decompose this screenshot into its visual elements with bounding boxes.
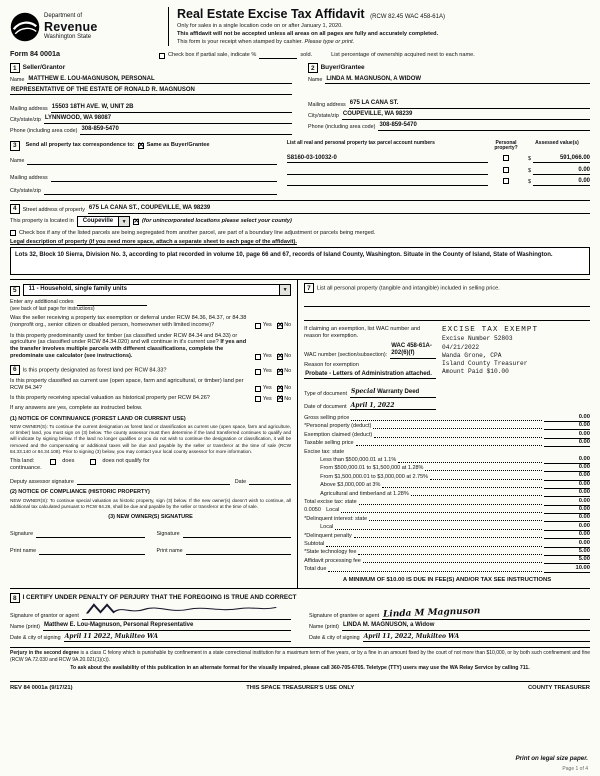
yes-label: Yes xyxy=(262,368,272,375)
location-select-value: Coupeville xyxy=(82,218,114,225)
additional-codes-note: (see back of last page for instructions) xyxy=(10,305,95,312)
buyer-city-input[interactable]: COUPEVILLE, WA 98239 xyxy=(342,111,590,120)
personal-property-cell xyxy=(488,178,524,186)
s5q2-text: Is this property predominantly used for timber (as classified under RCW 84.34 and 84.33) or agriculture (as classified under RCW 84.34.020) and will continue in it's current use? xyxy=(10,332,238,346)
tax-row xyxy=(304,531,590,539)
assessed-value-input[interactable]: 0.00 xyxy=(533,178,590,186)
tax-row-label: Agricultural and timberland at 1.28% xyxy=(320,490,409,497)
chevron-down-icon: ▼ xyxy=(118,217,129,226)
tax-row-label: From $1,500,000.01 to $3,000,000 at 2.75% xyxy=(320,473,429,480)
street-address-label: Street address of property xyxy=(22,206,85,213)
tax-row-label: 0.0050 Local xyxy=(304,507,340,514)
land-does-not-checkbox[interactable] xyxy=(90,459,96,465)
buyer-mailing-input[interactable]: 675 LA CANA ST. xyxy=(349,100,590,109)
s5q1-no-checkbox[interactable] xyxy=(277,323,283,329)
seller-city-label: City/state/zip xyxy=(10,116,41,123)
leader-dots xyxy=(341,512,542,513)
type-of-document-input[interactable] xyxy=(350,388,436,398)
tax-row-value[interactable]: 0.00 xyxy=(544,540,590,548)
personal-property-line-1[interactable] xyxy=(304,299,590,307)
seller-phone-label: Phone (including area code) xyxy=(10,127,78,134)
date-of-document-label: Date of document xyxy=(304,403,347,410)
buyer-phone-label: Phone (including area code) xyxy=(308,123,376,130)
leader-dots xyxy=(354,537,542,538)
tax-row-value[interactable]: 5.00 xyxy=(544,556,590,564)
tax-row-value[interactable]: 10.00 xyxy=(544,565,590,573)
dollar-sign: $ xyxy=(528,167,532,174)
stamp-exempt-line: EXCISE TAX EXEMPT xyxy=(442,326,539,335)
header xyxy=(10,7,590,46)
tax-row-value[interactable]: 0.00 xyxy=(544,531,590,539)
seller-city-input[interactable]: LYNNWOOD, WA 98087 xyxy=(44,115,292,124)
tax-row-value[interactable]: 0.00 xyxy=(544,498,590,506)
grantee-signature-input[interactable] xyxy=(382,606,590,620)
wac-number-label: WAC number (section/subsection): xyxy=(304,352,388,358)
no-label: No xyxy=(284,368,292,375)
tax-row xyxy=(304,455,590,463)
form-title: Real Estate Excise Tax Affidavit xyxy=(177,7,365,21)
partial-sale-label: Check box if partial sale, indicate % xyxy=(168,52,257,59)
tax-row-label: *Personal property (deduct) xyxy=(304,423,372,430)
notice-continuance-body: NEW OWNER(S): To continue the current designation as forest land or classification as current use (open space, farm and agriculture, or timber) land, you must sign on (3) below. The county assessor must then determine if the land transferred continues to qualify and will indicate by signing below. If the land no longer qualifies or you do not wish to continue the designation or classification, it will be removed and the compensating or additional taxes will be due and payable by the seller or transferor at the time of sale (RCW 84.33.140 or 84.34.108). Prior to signing (3) below, you may contact your local county assessor for more information. xyxy=(10,424,292,454)
leader-dots xyxy=(398,462,542,463)
leader-dots xyxy=(369,520,542,521)
section-4-number: 4 xyxy=(10,204,20,214)
no-label: No xyxy=(284,322,292,329)
section-1-number: 1 xyxy=(10,63,20,73)
deputy-date-input[interactable] xyxy=(249,478,291,486)
seller-mailing-input[interactable]: 15503 18TH AVE. W, UNIT 2B xyxy=(51,104,292,113)
located-in-label: This property is located in xyxy=(10,218,74,225)
tax-row-label: Taxable selling price xyxy=(304,440,354,447)
does-not-label: does not qualify for xyxy=(102,458,150,465)
type-of-document-label: Type of document xyxy=(304,391,347,398)
seller-name-label: Name xyxy=(10,77,25,84)
stamp-date: 04/21/2022 xyxy=(442,343,480,351)
legal-description-label: Legal description of property (if you need more space, attach a separate sheet to each page of the affidavit). xyxy=(10,239,297,246)
additional-codes-label: Enter any additional codes xyxy=(10,299,74,306)
tax-row xyxy=(304,514,590,522)
tax-row-label: Gross selling price xyxy=(304,415,350,422)
parcel-table-header xyxy=(287,141,590,152)
leader-dots xyxy=(328,571,542,572)
send-correspondence-label: Send all property tax correspondence to: xyxy=(25,142,135,149)
exemption-block xyxy=(304,323,440,410)
dept-line2: Revenue xyxy=(44,19,98,34)
owner-print-name-label: Print name xyxy=(156,548,183,555)
chevron-down-icon: ▼ xyxy=(279,285,290,294)
s5q1-text: Was the seller receiving a property tax exemption or deferral under RCW 84.36, 84.37, or 84.38 (nonprofit org., senior citizen or disabled person, homeowner with limited income)? xyxy=(10,315,247,329)
seller-grantor-block xyxy=(10,63,292,135)
corr-city-label: City/state/zip xyxy=(10,188,41,195)
title-block xyxy=(168,7,590,46)
section-7-number: 7 xyxy=(304,283,314,293)
segregated-label: Check box if any of the listed parcels are being segregated from another parcel, are part of a boundary line adjustment or parcels being merged. xyxy=(19,229,376,236)
legal-description-box[interactable]: Lots 32, Block 10 Sierra, Division No. 3, according to plat recorded in volume 10, page 66 and 67, records of Island County, Washington. Situate in the County of Island, State of Washington. xyxy=(10,247,590,275)
treasurer-stamp xyxy=(440,323,590,410)
type-of-document-handwritten: Special xyxy=(350,388,376,396)
grantee-signature-script: Linda M Magnuson xyxy=(382,606,481,620)
partial-sale-checkbox[interactable] xyxy=(159,53,165,59)
corr-name-input[interactable] xyxy=(27,158,276,166)
tax-row xyxy=(304,556,590,564)
footer-row xyxy=(10,681,590,692)
alternate-format-note: To ask about the availability of this publication in an alternate format for the visually impaired, please call 360-705-6705. Teletype (TTY) users may use the WA Relay Service by calling 711. xyxy=(70,665,530,672)
grantor-signature-label: Signature of grantor or agent xyxy=(10,612,79,619)
tax-row-label: Total due xyxy=(304,566,327,573)
tax-row xyxy=(304,522,590,530)
reason-exemption-label: Reason for exemption xyxy=(304,361,359,368)
tax-row-value[interactable]: 0.00 xyxy=(544,456,590,464)
dollar-sign: $ xyxy=(528,156,532,163)
parcel-row xyxy=(287,178,590,186)
ownership-note: List percentage of ownership acquired next to each name. xyxy=(331,52,475,59)
partial-sale-percent-input[interactable] xyxy=(259,53,297,59)
no-label: No xyxy=(284,385,292,392)
location-select[interactable] xyxy=(77,216,130,227)
yes-label: Yes xyxy=(262,353,272,360)
wac-number-input[interactable]: WAC 458-61A-202(6)(f) xyxy=(390,343,436,359)
no-label: No xyxy=(284,353,292,360)
grantee-name-print-label: Name (print) xyxy=(309,623,339,630)
buyer-phone-input[interactable]: 308-859-5470 xyxy=(378,122,590,131)
tax-row-value[interactable]: 0.00 xyxy=(544,414,590,422)
seller-name-input-line2[interactable]: REPRESENTATIVE OF THE ESTATE OF RONALD R. MAGNUSON xyxy=(10,87,292,96)
grantee-date-city-label: Date & city of signing xyxy=(309,634,360,641)
owner-print-name-input-2[interactable] xyxy=(186,548,291,556)
parcel-table xyxy=(287,141,590,196)
assessed-value-cell xyxy=(524,155,590,163)
personal-property-cell xyxy=(488,155,524,163)
seller-phone-input[interactable]: 308-859-5470 xyxy=(80,126,292,135)
seller-grantor-heading: Seller/Grantor xyxy=(22,64,66,72)
grantor-signature-scribble xyxy=(83,602,280,615)
tax-row-label: Excise tax: state xyxy=(304,448,345,455)
s5q2-no-checkbox[interactable] xyxy=(277,354,283,360)
grantor-signature-input[interactable] xyxy=(82,602,291,620)
personal-property-checkbox[interactable] xyxy=(503,178,509,184)
s6q1-yes-checkbox[interactable] xyxy=(255,369,261,375)
parcel-row xyxy=(287,155,590,163)
notice-continuance-title: (1) NOTICE OF CONTINUANCE (FOREST LAND OR CURRENT USE) xyxy=(10,415,186,422)
minimum-due-note: A MINIMUM OF $10.00 IS DUE IN FEE(S) AND/OR TAX SEE INSTRUCTIONS xyxy=(342,576,552,583)
tax-row-label: Above $3,000,000 at 3% xyxy=(320,482,381,489)
leader-dots xyxy=(335,529,542,530)
tax-row xyxy=(304,564,590,572)
grantee-name-print-input[interactable]: LINDA M. MAGNUSON, a Widow xyxy=(342,622,590,631)
leader-dots xyxy=(374,437,542,438)
new-owners-signature-title: (3) NEW OWNER(S) SIGNATURE xyxy=(108,514,193,521)
assessed-value-col-header: Assessed value(s) xyxy=(535,139,579,146)
dor-logo-block xyxy=(10,7,168,46)
assessed-value-cell xyxy=(524,178,590,186)
certification-section xyxy=(10,593,590,642)
owner-signature-label: Signature xyxy=(156,531,180,538)
deputy-assessor-label: Deputy assessor signature xyxy=(10,478,74,485)
tax-row-label: Affidavit processing fee xyxy=(304,557,361,564)
tax-row xyxy=(304,489,590,497)
tax-row xyxy=(304,422,590,430)
correspondence-block xyxy=(10,141,277,196)
tax-row-value[interactable]: 0.00 xyxy=(544,514,590,522)
parcel-number-input[interactable] xyxy=(287,179,488,186)
tax-correspondence-section xyxy=(10,141,590,196)
deputy-date-label: Date xyxy=(234,478,247,485)
segregated-checkbox[interactable] xyxy=(10,230,16,236)
buyer-city-label: City/state/zip xyxy=(308,112,339,119)
personal-property-col-header: Personal property? xyxy=(494,139,518,152)
tax-table xyxy=(304,413,590,572)
leader-dots xyxy=(351,420,542,421)
dept-line3: Washington State xyxy=(44,33,92,40)
seller-name-input[interactable]: MATTHEW E. LOU-MAGNUSON, PERSONAL xyxy=(27,76,292,85)
leader-dots xyxy=(363,562,542,563)
unincorporated-note: (for unincorporated locations please select your county) xyxy=(142,218,292,225)
deputy-assessor-signature-input[interactable] xyxy=(77,478,230,486)
grantor-name-print-input[interactable]: Matthew E. Lou-Magnuson, Personal Representative xyxy=(43,622,291,631)
tax-row-label: Local xyxy=(320,524,334,531)
seller-mailing-label: Mailing address xyxy=(10,105,48,112)
rev-number: REV 84 0001a (9/17/21) xyxy=(10,684,73,691)
tax-row xyxy=(304,447,590,455)
tax-row-label: Exemption claimed (deduct) xyxy=(304,431,373,438)
assessed-value-cell xyxy=(524,167,590,175)
grantee-date-city-input[interactable]: April 11, 2022, Mukilteo WA xyxy=(363,633,590,642)
leader-dots xyxy=(425,470,542,471)
header-note-3: This form is your receipt when stamped by cashier. Please type or print. xyxy=(177,39,355,46)
land-qualify-row xyxy=(10,458,291,465)
perjury-notice: Perjury in the second degree is a class C felony which is punishable by confinement in a state correctional institution for a maximum term of five years, or by a fine in an amount fixed by the court of not more than $10,000, or by both such confinement and fine (RCW 9A.72.030 and RCW 9A.20.021(1)(c)). xyxy=(10,647,590,664)
leader-dots xyxy=(358,554,542,555)
stamp-treasurer-title: Island County Treasurer xyxy=(442,360,528,368)
leader-dots xyxy=(359,504,542,505)
buyer-name-input[interactable]: LINDA M. MAGNUSON, A WIDOW xyxy=(325,76,590,85)
owner-signature-input-1[interactable] xyxy=(36,531,144,539)
tax-row-label: Total excise tax: state xyxy=(304,499,357,505)
page-number: Page 1 of 4 xyxy=(562,765,588,772)
tax-row-label: *Delinquent interest: state xyxy=(304,515,368,522)
grantee-signature-block xyxy=(309,603,590,642)
leader-dots xyxy=(430,479,542,480)
owner-print-name-label: Print name xyxy=(10,548,37,555)
grantee-signature-label: Signature of grantee or agent xyxy=(309,612,380,619)
this-land-label: This land: xyxy=(10,458,35,465)
exemption-note: If claiming an exemption, list WAC number and reason for exemption. xyxy=(304,326,421,340)
s5-question-1 xyxy=(10,315,291,329)
yes-label: Yes xyxy=(262,322,272,329)
s5q2-text-bold: If yes and the transfer involves multiple parcels with different classifications, complete the predominate use calculator (see instructions). xyxy=(10,339,247,359)
s6q3-text: Is this property receiving special valuation as historical property per RCW 84.26? xyxy=(10,395,210,402)
tax-row xyxy=(304,413,590,421)
tax-row xyxy=(304,481,590,489)
grantor-date-city-label: Date & city of signing xyxy=(10,634,61,641)
s6-question-1 xyxy=(10,365,291,375)
form-title-rcw: (RCW 82.45 WAC 458-61A) xyxy=(370,14,445,20)
leader-dots xyxy=(373,428,542,429)
right-column xyxy=(297,280,590,588)
unincorporated-checkbox[interactable] xyxy=(133,219,139,225)
corr-mailing-input[interactable] xyxy=(51,174,277,182)
tax-row-label: From $500,000.01 to $1,500,000 at 1.28% xyxy=(320,465,424,472)
grantor-grantee-section xyxy=(10,63,590,135)
header-note-2: This affidavit will not be accepted unless all areas on all pages are fully and accurately completed. xyxy=(177,31,439,38)
tax-row-value[interactable]: 0.00 xyxy=(544,481,590,489)
type-of-document-value: Warranty Deed xyxy=(377,389,420,396)
owner-print-name-input-1[interactable] xyxy=(39,548,144,556)
no-label: No xyxy=(284,395,292,402)
yes-label: Yes xyxy=(262,385,272,392)
parcel-number-input[interactable] xyxy=(287,168,488,175)
continuance-label: continuance. xyxy=(10,465,42,472)
tax-row xyxy=(304,548,590,556)
date-of-document-input[interactable]: April 1, 2022 xyxy=(350,402,436,411)
owner-signature-label: Signature xyxy=(10,531,34,538)
tax-row-label: *State technology fee xyxy=(304,549,357,556)
section-3-number: 3 xyxy=(10,141,20,151)
corr-city-input[interactable] xyxy=(44,188,277,196)
certify-statement: I CERTIFY UNDER PENALTY OF PERJURY THAT THE FOREGOING IS TRUE AND CORRECT xyxy=(22,594,297,602)
section-6-number: 6 xyxy=(10,365,20,375)
dollar-sign: $ xyxy=(528,179,532,186)
same-as-buyer-label: Same as Buyer/Grantee xyxy=(146,142,210,149)
county-treasurer-label: COUNTY TREASURER xyxy=(527,684,590,691)
assessed-value-input[interactable]: 591,066.00 xyxy=(533,155,590,163)
form-body-columns xyxy=(10,279,590,589)
s6q2-no-checkbox[interactable] xyxy=(277,386,283,392)
land-does-checkbox[interactable] xyxy=(50,459,56,465)
leader-dots xyxy=(356,445,542,446)
tax-row xyxy=(304,439,590,447)
street-address-input[interactable]: 675 LA CANA ST., COUPEVILLE, WA 98239 xyxy=(88,205,590,214)
s6q1-text: Is this property designated as forest land per RCW 84.33? xyxy=(22,367,167,374)
if-yes-note: If any answers are yes, complete as instructed below. xyxy=(10,404,143,411)
buyer-grantee-block xyxy=(308,63,590,135)
reason-exemption-input[interactable]: Probate - Letters of Administration attached. xyxy=(304,371,436,380)
section-5-number: 5 xyxy=(10,286,20,296)
tax-row-label: *Delinquent penalty xyxy=(304,532,352,539)
s6q1-no-checkbox[interactable] xyxy=(277,369,283,375)
exemption-and-stamp xyxy=(304,323,590,410)
tax-row-value[interactable]: 0.00 xyxy=(544,464,590,472)
parcel-number-input[interactable]: S8160-03-10032-0 xyxy=(287,155,488,163)
section-2-number: 2 xyxy=(308,63,318,73)
tax-row xyxy=(304,464,590,472)
s6q2-text: Is this property classified as current use (open space, farm and agricultural, or timber) land per RCW 84.34? xyxy=(10,378,244,392)
tax-row-value[interactable]: 0.00 xyxy=(544,472,590,480)
treasurer-space-label: THIS SPACE TREASURER'S USE ONLY xyxy=(246,684,355,691)
grantor-date-city-input[interactable]: April 11 2022, Mukilteo WA xyxy=(64,633,291,642)
tax-row-label: Subtotal xyxy=(304,540,325,547)
assessed-value-input[interactable]: 0.00 xyxy=(533,167,590,175)
land-use-select[interactable] xyxy=(23,284,292,295)
partial-sale-sold-label: sold. xyxy=(300,52,313,59)
form-number-row xyxy=(10,50,590,59)
tax-row xyxy=(304,497,590,505)
parcel-row xyxy=(287,167,590,175)
local-rate-value: 0.0050 xyxy=(304,507,321,514)
header-note-1: Only for sales in a single location code on or after January 1, 2020. xyxy=(177,23,343,30)
corr-mailing-label: Mailing address xyxy=(10,174,48,181)
parcel-rows xyxy=(287,155,590,186)
s5q1-yes-checkbox[interactable] xyxy=(255,323,261,329)
leader-dots xyxy=(326,546,542,547)
notice-compliance-title: (2) NOTICE OF COMPLIANCE (HISTORIC PROPERTY) xyxy=(10,489,150,496)
s6-question-3 xyxy=(10,395,291,402)
land-use-select-value: 11 - Household, single family units xyxy=(28,286,127,293)
s5q2-yes-checkbox[interactable] xyxy=(255,354,261,360)
stamp-amount-paid: Amount Paid $10.00 xyxy=(442,368,509,376)
s6q2-yes-checkbox[interactable] xyxy=(255,386,261,392)
additional-codes-input[interactable] xyxy=(77,298,147,306)
buyer-name-label: Name xyxy=(308,77,323,84)
tax-row-value[interactable]: 0.00 xyxy=(544,523,590,531)
tax-row-value[interactable]: 5.00 xyxy=(544,548,590,556)
stamp-treasurer-name: Wanda Grone, CPA xyxy=(442,351,502,359)
tax-row xyxy=(304,539,590,547)
property-location-section xyxy=(10,200,590,275)
same-as-buyer-checkbox[interactable] xyxy=(138,143,144,149)
s5-question-2 xyxy=(10,333,291,360)
grantor-name-print-label: Name (print) xyxy=(10,623,40,630)
dept-line1: Department of xyxy=(44,13,83,20)
personal-property-checkbox[interactable] xyxy=(503,155,509,161)
owner-signature-input-2[interactable] xyxy=(183,531,291,539)
leader-dots xyxy=(411,495,542,496)
personal-property-label: List all personal property (tangible and intangible) included in selling price. xyxy=(316,285,500,292)
form-number: Form 84 0001a xyxy=(10,49,60,59)
left-column xyxy=(10,280,297,588)
leader-dots xyxy=(382,487,542,488)
tax-row-value[interactable]: 0.00 xyxy=(544,506,590,514)
buyer-mailing-label: Mailing address xyxy=(308,101,346,108)
does-label: does xyxy=(62,458,75,465)
tax-row xyxy=(304,472,590,480)
s6q3-no-checkbox[interactable] xyxy=(277,396,283,402)
legal-size-note: Print on legal size paper. xyxy=(515,755,588,763)
revenue-logo-icon xyxy=(10,12,40,42)
yes-label: Yes xyxy=(262,395,272,402)
notice-compliance-body: NEW OWNER(S): To continue special valuation as historic property, sign (3) below. If the new owner(s) doesn't wish to continue, all additional tax calculated pursuant to RCW 84.26, shall be due and payable by the seller or transferor at the time of sale. xyxy=(10,498,292,510)
grantor-signature-block xyxy=(10,603,291,642)
section-8-number: 8 xyxy=(10,593,20,603)
stamp-excise-number: Excise Number 52803 xyxy=(442,335,513,343)
s6q3-yes-checkbox[interactable] xyxy=(255,396,261,402)
tax-row xyxy=(304,506,590,514)
buyer-grantee-heading: Buyer/Grantee xyxy=(320,64,365,72)
corr-name-label: Name xyxy=(10,158,25,165)
tax-row-value[interactable]: 0.00 xyxy=(544,439,590,447)
tax-row xyxy=(304,430,590,438)
tax-row-value[interactable]: 0.00 xyxy=(544,489,590,497)
personal-property-checkbox[interactable] xyxy=(503,167,509,173)
tax-row-label: Less than $500,000.01 at 1.1% xyxy=(320,457,397,464)
parcel-col-header: List all real and personal property tax parcel account numbers xyxy=(286,139,435,146)
s6-question-2 xyxy=(10,378,291,392)
dept-name xyxy=(44,13,98,41)
personal-property-cell xyxy=(488,167,524,175)
tax-row-value[interactable]: 0.00 xyxy=(544,422,590,430)
personal-property-line-2[interactable] xyxy=(304,314,590,322)
tax-row-value[interactable]: 0.00 xyxy=(544,431,590,439)
